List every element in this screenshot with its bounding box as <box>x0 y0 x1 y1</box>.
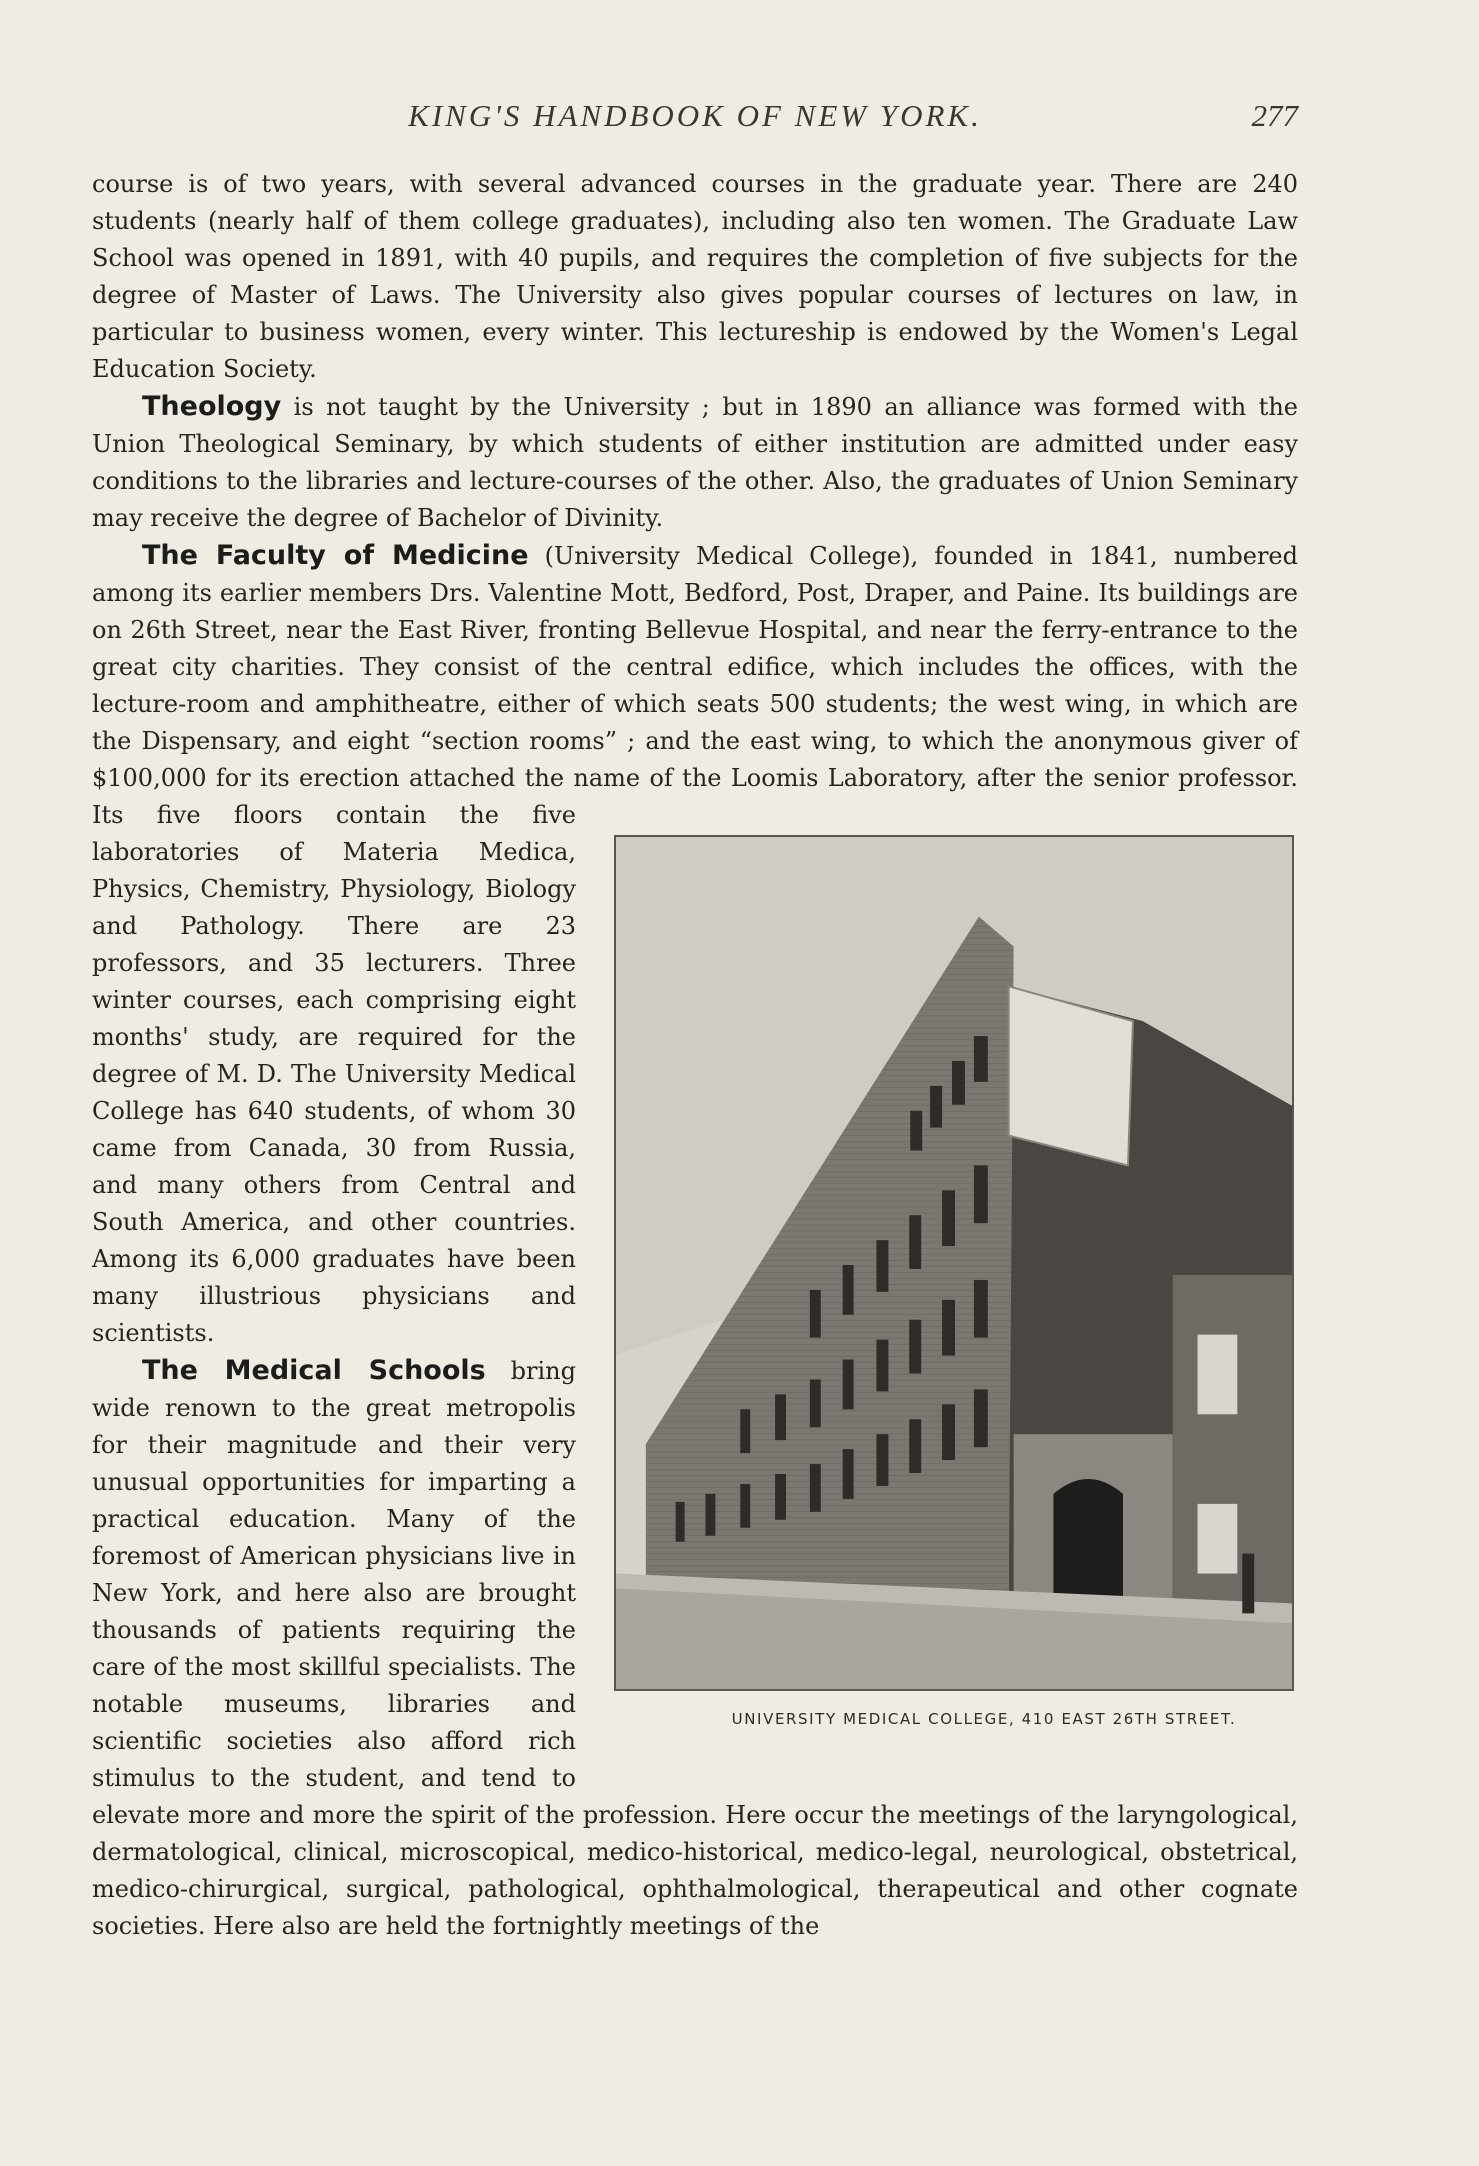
medical-schools-heading: The Medical Schools <box>142 1355 486 1386</box>
running-title: KING'S HANDBOOK OF NEW YORK. <box>408 98 982 133</box>
body-text <box>92 166 1298 1945</box>
paragraph-law-continued: course is of two years, with several advanced courses in the graduate year. There are 240 students (nearly half of them college graduates), including also ten women. The Graduate Law School was opened in 1891, with 40 pupils, and requires the completion of five subjects for the degree of Master of Laws. The University also gives popular courses of lectures on law, in particular to business women, every winter. This lectureship is endowed by the Women's Legal Education Society. <box>92 170 1298 383</box>
page-number: 277 <box>1251 98 1298 133</box>
medical-schools-text: bring wide renown to the great metropolis for their magnitude and their very unusual opportunities for imparting a practical education. Many of the foremost of American physicians live in New York, and here also are brought thousands of patients requiring the care of the most skillful specialists. The notable museums, libraries and scientific societies also afford rich stimulus to the student, and tend to elevate more and more the spirit of the profession. Here occur the meetings of the laryngological, dermatological, clinical, microscopical, medico-historical, medico-legal, neurological, obstetrical, medico-chirurgical, surgical, pathological, ophthalmological, therapeutical and other cognate societies. Here also are held the fortnightly meetings of the <box>92 1357 1298 1940</box>
figure <box>614 835 1304 1759</box>
theology-text: is not taught by the University ; but in 1890 an alliance was formed with the Union Theological Seminary, by which students of either institution are admitted under easy conditions to the libraries and lecture-courses of the other. Also, the graduates of Union Seminary may receive the degree of Bachelor of Divinity. <box>92 393 1298 532</box>
faculty-of-medicine-heading: The Faculty of Medicine <box>142 540 529 571</box>
page-header <box>92 96 1298 144</box>
theology-heading: Theology <box>142 391 282 422</box>
faculty-of-medicine-text: (University Medical College), founded in 1841, numbered among its earlier members Drs. Valentine Mott, Bedford, Post, Draper, and Paine. Its buildings are on 26th Street, near the East River, fronting Bellevue Hospital, and near the ferry-entrance to the great city charities. They consist of the central edifice, which includes the offices, with the lecture-room and amphitheatre, either of which seats 500 students; the west wing, in which are the Dispensary, and eight “section rooms” ; and the east wing, to which the anonymous giver of $100,000 for its erection attached the name of the Loomis Laboratory, after the senior professor. <box>92 542 1298 792</box>
paragraph-theology <box>92 388 1298 537</box>
faculty-of-medicine-text-continued: Its five floors contain the five laboratories of Materia Medica, Physics, Chemistry, Physiology, Biology and Pathology. There are 23 professors, and 35 lecturers. Three winter courses, each comprising eight months' study, are required for the degree of M. D. The University Medical College has 640 students, of whom 30 came from Canada, 30 from Russia, and many others from Central and South America, and other countries. Among its 6,000 graduates have been many illustrious physicians and scientists. <box>92 801 576 1347</box>
college-building-illustration <box>616 837 1292 1689</box>
figure-caption: UNIVERSITY MEDICAL COLLEGE, 410 EAST 26TH STREET. <box>731 1710 1237 1728</box>
college-building-photo <box>614 835 1294 1691</box>
